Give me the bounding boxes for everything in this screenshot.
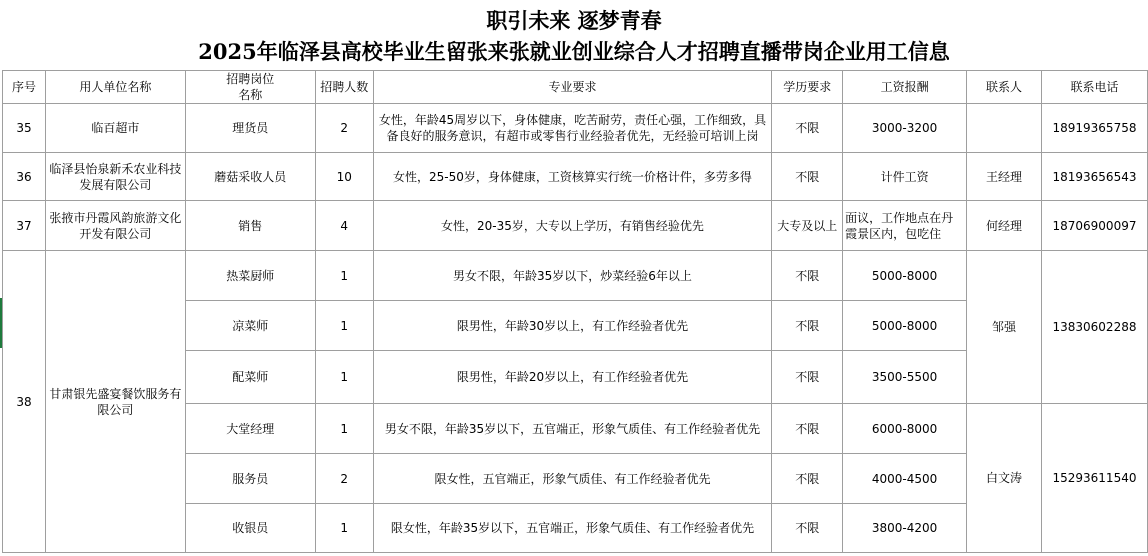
cell-education[interactable]: 大专及以上 [772,201,843,251]
table-row [3,153,1148,201]
cell-seq[interactable]: 37 [3,201,46,251]
cell-count[interactable]: 4 [315,201,373,251]
cell-contact[interactable] [967,104,1042,153]
cell-education[interactable]: 不限 [772,153,843,201]
cell-phone[interactable]: 13830602288 [1041,251,1147,404]
cell-position[interactable]: 销售 [185,201,315,251]
cell-phone[interactable]: 18193656543 [1041,153,1147,201]
cell-phone[interactable]: 15293611540 [1041,404,1147,553]
cell-education[interactable]: 不限 [772,251,843,301]
cell-requirement[interactable]: 女性，20-35岁，大专以上学历，有销售经验优先 [373,201,772,251]
cell-seq[interactable]: 36 [3,153,46,201]
cell-education[interactable]: 不限 [772,454,843,504]
header-seq[interactable]: 序号 [3,71,46,104]
cell-salary[interactable]: 4000-4500 [843,454,967,504]
cell-position[interactable]: 凉菜师 [185,301,315,351]
cell-salary[interactable]: 3800-4200 [843,504,967,553]
cell-position[interactable]: 蘑菇采收人员 [185,153,315,201]
table-row [3,104,1148,153]
cell-company[interactable]: 甘肃银先盛宴餐饮服务有限公司 [45,251,185,553]
header-contact[interactable]: 联系人 [967,71,1042,104]
cell-company[interactable]: 临百超市 [45,104,185,153]
cell-salary[interactable]: 3500-5500 [843,351,967,404]
header-salary[interactable]: 工资报酬 [843,71,967,104]
cell-count[interactable]: 1 [315,301,373,351]
cell-contact[interactable]: 何经理 [967,201,1042,251]
cell-position[interactable]: 大堂经理 [185,404,315,454]
cell-salary[interactable]: 6000-8000 [843,404,967,454]
cell-count[interactable]: 2 [315,454,373,504]
cell-contact[interactable]: 白文涛 [967,404,1042,553]
cell-requirement[interactable]: 限女性，年龄35岁以下，五官端正，形象气质佳、有工作经验者优先 [373,504,772,553]
cell-count[interactable]: 1 [315,404,373,454]
cell-phone[interactable]: 18706900097 [1041,201,1147,251]
header-position[interactable]: 招聘岗位名称 [185,71,315,104]
header-row [3,71,1148,104]
cell-requirement[interactable]: 限男性，年龄30岁以上，有工作经验者优先 [373,301,772,351]
cell-count[interactable]: 2 [315,104,373,153]
cell-education[interactable]: 不限 [772,504,843,553]
header-phone[interactable]: 联系电话 [1041,71,1147,104]
cell-requirement[interactable]: 男女不限，年龄35岁以下，五官端正，形象气质佳、有工作经验者优先 [373,404,772,454]
title-line-1: 职引未来 逐梦青春 [486,8,662,33]
header-company[interactable]: 用人单位名称 [45,71,185,104]
header-requirement[interactable]: 专业要求 [373,71,772,104]
cell-education[interactable]: 不限 [772,104,843,153]
cell-position[interactable]: 理货员 [185,104,315,153]
cell-seq[interactable]: 38 [3,251,46,553]
cell-count[interactable]: 1 [315,251,373,301]
title-line-2: 2025年临泽县高校毕业生留张来张就业创业综合人才招聘直播带岗企业用工信息 [198,39,950,64]
cell-company[interactable]: 张掖市丹霞风韵旅游文化开发有限公司 [45,201,185,251]
cell-salary[interactable]: 面议，工作地点在丹霞景区内，包吃住 [843,201,967,251]
cell-count[interactable]: 1 [315,504,373,553]
cell-requirement[interactable]: 限男性，年龄20岁以上，有工作经验者优先 [373,351,772,404]
cell-contact[interactable]: 王经理 [967,153,1042,201]
cell-position[interactable]: 收银员 [185,504,315,553]
cell-position[interactable]: 配菜师 [185,351,315,404]
cell-salary[interactable]: 计件工资 [843,153,967,201]
recruitment-table [2,70,1148,553]
cell-education[interactable]: 不限 [772,351,843,404]
cell-salary[interactable]: 5000-8000 [843,251,967,301]
table-row [3,251,1148,301]
cell-position[interactable]: 服务员 [185,454,315,504]
cell-requirement[interactable]: 男女不限，年龄35岁以下，炒菜经验6年以上 [373,251,772,301]
cell-education[interactable]: 不限 [772,301,843,351]
cell-contact[interactable]: 邹强 [967,251,1042,404]
cell-salary[interactable]: 3000-3200 [843,104,967,153]
cell-company[interactable]: 临泽县怡泉新禾农业科技发展有限公司 [45,153,185,201]
cell-count[interactable]: 1 [315,351,373,404]
cell-seq[interactable]: 35 [3,104,46,153]
table-row [3,201,1148,251]
header-count[interactable]: 招聘人数 [315,71,373,104]
cell-requirement[interactable]: 女性，年龄45周岁以下，身体健康，吃苦耐劳，责任心强，工作细致，具备良好的服务意识，有超市或零售行业经验者优先，无经验可培训上岗 [373,104,772,153]
cell-requirement[interactable]: 女性，25-50岁，身体健康，工资核算实行统一价格计件，多劳多得 [373,153,772,201]
cell-requirement[interactable]: 限女性，五官端正，形象气质佳、有工作经验者优先 [373,454,772,504]
cell-salary[interactable]: 5000-8000 [843,301,967,351]
cell-count[interactable]: 10 [315,153,373,201]
cell-position[interactable]: 热菜厨师 [185,251,315,301]
cell-education[interactable]: 不限 [772,404,843,454]
cell-phone[interactable]: 18919365758 [1041,104,1147,153]
header-education[interactable]: 学历要求 [772,71,843,104]
